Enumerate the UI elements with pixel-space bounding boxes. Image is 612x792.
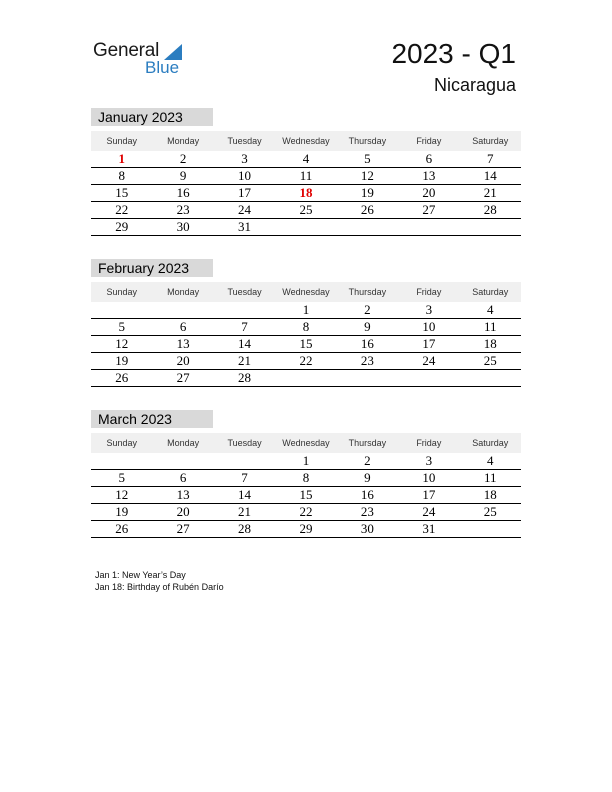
holiday-note: Jan 18: Birthday of Rubén Darío [95, 582, 224, 592]
logo-word-blue: Blue [145, 58, 180, 77]
month-block [91, 108, 521, 236]
month-block [91, 410, 521, 538]
generalblue-logo [93, 40, 193, 80]
day-cell: 21 [238, 504, 252, 519]
day-cell: 24 [422, 504, 436, 519]
weekday-label: Wednesday [282, 136, 330, 146]
day-cell: 1 [302, 302, 310, 317]
day-cell: 23 [176, 202, 190, 217]
day-cell: 4 [486, 302, 494, 317]
day-cell: 10 [422, 319, 436, 334]
day-cell: 13 [176, 487, 190, 502]
weekday-header-row [91, 131, 521, 151]
day-cell: 9 [364, 470, 371, 485]
holiday-notes [95, 569, 224, 593]
day-cell: 2 [364, 302, 371, 317]
day-cell: 25 [483, 353, 497, 368]
week-row [91, 151, 521, 168]
day-cell: 14 [238, 487, 252, 502]
day-cell: 8 [118, 168, 125, 183]
day-cell: 29 [299, 521, 313, 536]
day-cell: 5 [118, 470, 125, 485]
weekday-label: Thursday [348, 136, 387, 146]
day-cell: 26 [115, 521, 129, 536]
day-cell: 22 [115, 202, 129, 217]
day-cell: 31 [238, 219, 252, 234]
weekday-label: Thursday [348, 438, 387, 448]
week-row [91, 370, 521, 387]
day-cell: 17 [238, 185, 252, 200]
country-name: Nicaragua [433, 75, 516, 95]
day-cell [460, 370, 521, 386]
week-row [91, 319, 521, 336]
day-cell [398, 219, 459, 235]
weekday-label: Wednesday [282, 287, 330, 297]
day-cell: 26 [115, 370, 129, 385]
day-cell [275, 370, 336, 386]
week-row [91, 219, 521, 236]
day-cell: 11 [483, 319, 497, 334]
week-row [91, 470, 521, 487]
day-cell: 12 [115, 487, 129, 502]
day-cell: 7 [241, 470, 248, 485]
day-cell: 22 [299, 353, 313, 368]
day-cell [214, 453, 275, 469]
day-cell: 19 [115, 504, 129, 519]
day-cell: 14 [238, 336, 252, 351]
day-cell: 11 [299, 168, 313, 183]
logo-word-general: General [93, 40, 160, 61]
week-row [91, 302, 521, 319]
day-cell: 11 [483, 470, 497, 485]
day-cell: 30 [360, 521, 374, 536]
weekday-label: Saturday [472, 136, 509, 146]
day-cell: 16 [360, 487, 374, 502]
weekday-label: Tuesday [227, 438, 262, 448]
day-cell: 27 [176, 521, 190, 536]
month-title: January 2023 [91, 108, 213, 126]
day-cell: 22 [299, 504, 313, 519]
weekday-label: Friday [416, 287, 442, 297]
day-cell: 5 [364, 151, 371, 166]
day-cell: 20 [422, 185, 436, 200]
weekday-label: Monday [167, 136, 200, 146]
day-cell: 2 [364, 453, 371, 468]
day-cell: 9 [179, 168, 187, 183]
weekday-label: Friday [416, 438, 442, 448]
day-cell: 14 [483, 168, 497, 183]
day-cell: 1 [302, 453, 310, 468]
day-cell: 25 [483, 504, 497, 519]
day-cell [398, 370, 459, 386]
day-cell: 10 [422, 470, 436, 485]
month-title: March 2023 [91, 410, 213, 428]
weekday-label: Saturday [472, 287, 509, 297]
day-cell: 28 [238, 370, 252, 385]
day-cell: 24 [238, 202, 252, 217]
day-cell: 7 [241, 319, 248, 334]
day-cell: 18 [483, 487, 497, 502]
day-cell: 17 [422, 487, 436, 502]
day-cell: 19 [360, 185, 374, 200]
day-cell [152, 453, 213, 469]
month-title: February 2023 [91, 259, 213, 277]
weekday-label: Monday [167, 438, 200, 448]
day-cell: 7 [486, 151, 494, 166]
day-cell: 23 [360, 504, 374, 519]
page-title: 2023 - Q1 [391, 38, 516, 69]
day-cell: 21 [238, 353, 252, 368]
holiday-note: Jan 1: New Year’s Day [95, 570, 186, 580]
weekday-label: Tuesday [227, 287, 262, 297]
week-row [91, 336, 521, 353]
week-row [91, 168, 521, 185]
week-row [91, 521, 521, 538]
day-cell: 4 [486, 453, 494, 468]
month-block [91, 259, 521, 387]
day-cell: 15 [115, 185, 129, 200]
weekday-header-row [91, 282, 521, 302]
day-cell: 30 [176, 219, 190, 234]
day-cell [91, 302, 152, 318]
week-row [91, 504, 521, 521]
day-cell: 1 [118, 151, 125, 166]
day-cell: 3 [425, 302, 433, 317]
week-row [91, 353, 521, 370]
day-cell: 24 [422, 353, 436, 368]
day-cell: 12 [360, 168, 374, 183]
day-cell: 3 [425, 453, 433, 468]
day-cell: 25 [299, 202, 313, 217]
weekday-label: Sunday [106, 136, 137, 146]
day-cell: 5 [118, 319, 125, 334]
day-cell: 28 [238, 521, 252, 536]
day-cell: 2 [179, 151, 187, 166]
day-cell: 16 [176, 185, 190, 200]
day-cell [152, 302, 213, 318]
day-cell: 19 [115, 353, 129, 368]
week-row [91, 487, 521, 504]
day-cell: 4 [302, 151, 310, 166]
day-cell: 10 [238, 168, 252, 183]
day-cell: 31 [422, 521, 436, 536]
day-cell: 13 [176, 336, 190, 351]
day-cell: 8 [302, 319, 310, 334]
weekday-label: Friday [416, 136, 442, 146]
weekday-label: Saturday [472, 438, 509, 448]
weekday-label: Tuesday [227, 136, 262, 146]
week-row [91, 185, 521, 202]
weekday-label: Sunday [106, 287, 137, 297]
day-cell: 8 [302, 470, 310, 485]
weekday-label: Sunday [106, 438, 137, 448]
day-cell [337, 370, 398, 386]
day-cell [214, 302, 275, 318]
day-cell: 23 [360, 353, 374, 368]
day-cell: 20 [176, 504, 190, 519]
week-row [91, 202, 521, 219]
day-cell: 26 [360, 202, 374, 217]
day-cell [91, 453, 152, 469]
weekday-label: Monday [167, 287, 200, 297]
weekday-header-row [91, 433, 521, 453]
day-cell: 3 [241, 151, 248, 166]
day-cell: 9 [364, 319, 371, 334]
day-cell: 12 [115, 336, 129, 351]
day-cell: 18 [483, 336, 497, 351]
day-cell: 28 [483, 202, 497, 217]
day-cell: 27 [176, 370, 190, 385]
day-cell: 6 [425, 151, 433, 166]
day-cell: 15 [299, 336, 313, 351]
day-cell: 6 [179, 319, 187, 334]
day-cell: 13 [422, 168, 436, 183]
day-cell [460, 521, 521, 537]
day-cell: 20 [176, 353, 190, 368]
day-cell: 27 [422, 202, 436, 217]
day-cell: 21 [483, 185, 497, 200]
day-cell: 6 [179, 470, 187, 485]
day-cell: 16 [360, 336, 374, 351]
day-cell [275, 219, 336, 235]
week-row [91, 453, 521, 470]
day-cell: 29 [115, 219, 129, 234]
day-cell: 17 [422, 336, 436, 351]
day-cell [337, 219, 398, 235]
day-cell: 18 [299, 185, 313, 200]
day-cell [460, 219, 521, 235]
day-cell: 15 [299, 487, 313, 502]
weekday-label: Wednesday [282, 438, 330, 448]
weekday-label: Thursday [348, 287, 387, 297]
